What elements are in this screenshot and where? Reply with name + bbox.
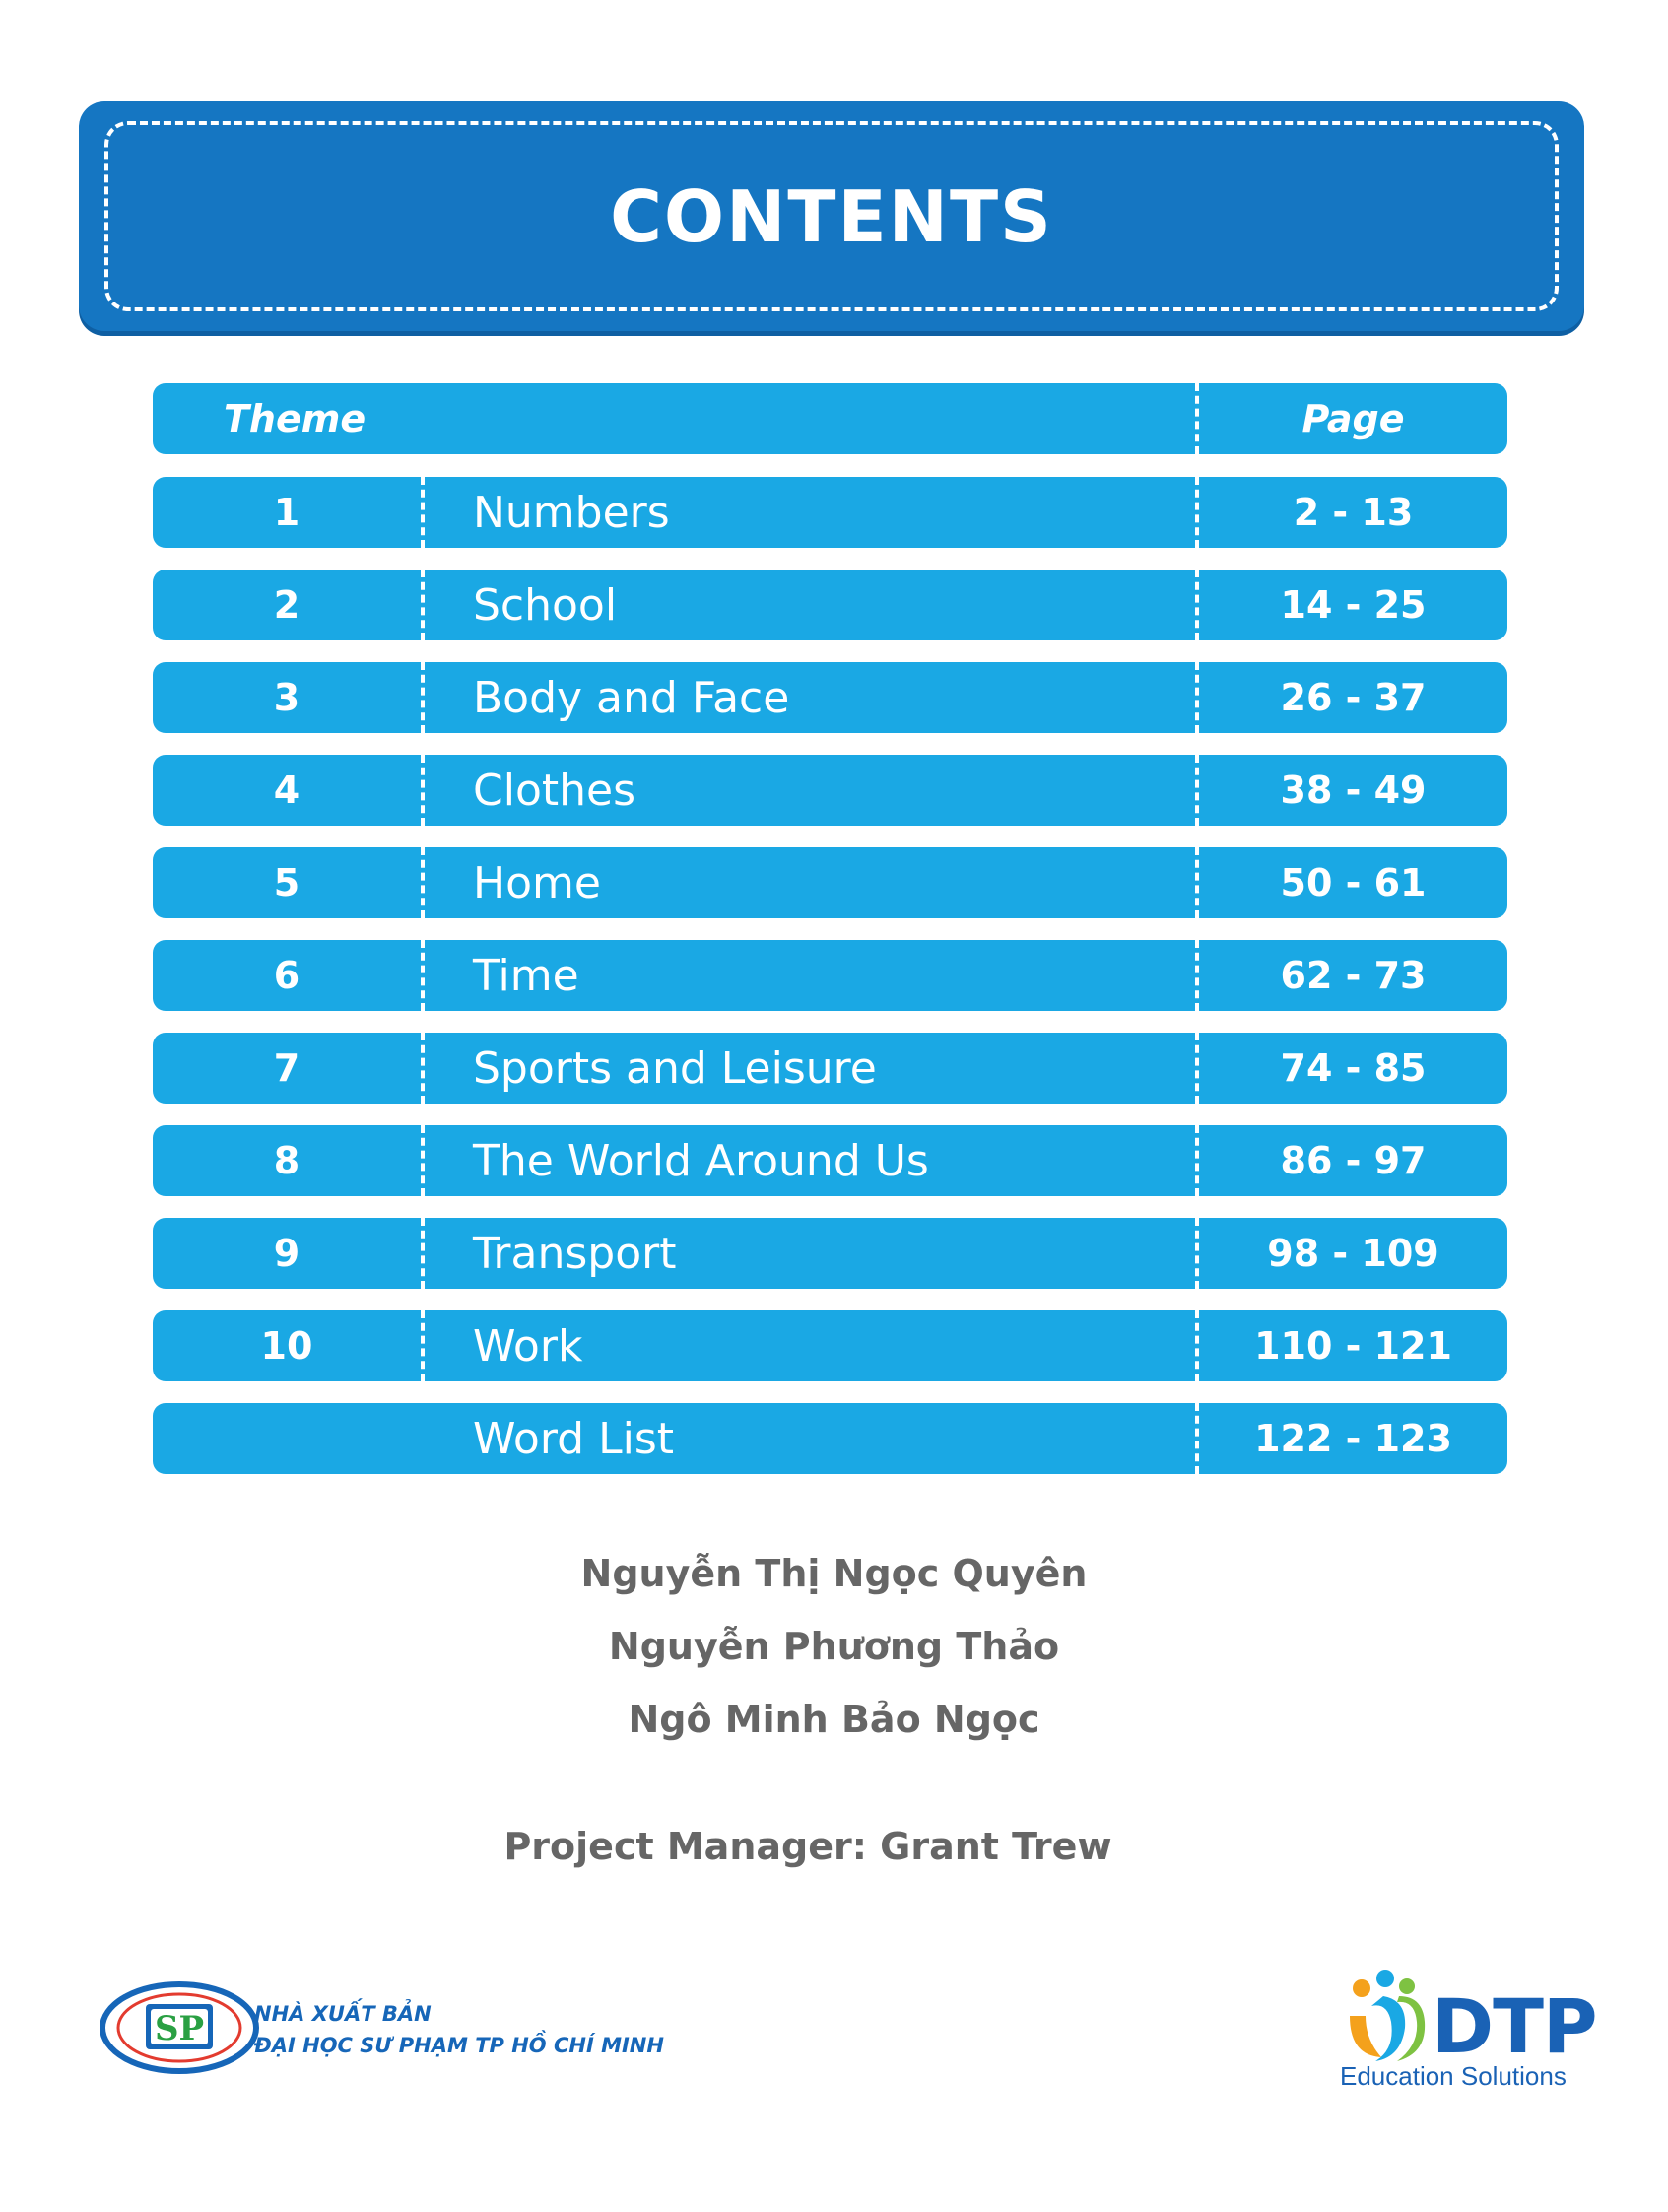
theme-number: 2	[273, 583, 300, 627]
table-header	[153, 383, 1507, 454]
column-divider	[421, 1125, 425, 1196]
table-row-word-list[interactable]	[153, 1403, 1507, 1474]
word-list-title: Word List	[473, 1413, 674, 1464]
publisher-logo-text: SP	[154, 2009, 205, 2048]
author-name: Ngô Minh Bảo Ngọc	[628, 1698, 1040, 1741]
theme-number: 10	[260, 1324, 313, 1368]
theme-pages: 110 - 121	[1254, 1324, 1452, 1368]
theme-number: 6	[273, 954, 300, 997]
table-row[interactable]	[153, 570, 1507, 640]
theme-number: 7	[273, 1046, 300, 1090]
theme-title: Work	[473, 1320, 583, 1372]
theme-title: Time	[473, 950, 579, 1001]
theme-pages: 2 - 13	[1293, 491, 1414, 534]
project-manager: Project Manager: Grant Trew	[503, 1825, 1112, 1868]
page-title: CONTENTS	[610, 174, 1053, 258]
column-divider	[421, 1310, 425, 1381]
table-row[interactable]	[153, 847, 1507, 918]
table-row[interactable]	[153, 1310, 1507, 1381]
column-divider	[421, 1218, 425, 1289]
column-divider	[421, 662, 425, 733]
dtp-tagline: Education Solutions	[1340, 2061, 1567, 2091]
theme-number: 5	[273, 861, 300, 905]
dtp-name: DTP	[1432, 1982, 1597, 2070]
publisher-name	[254, 1998, 664, 2061]
theme-pages: 62 - 73	[1280, 954, 1427, 997]
column-divider	[421, 477, 425, 548]
theme-title: Body and Face	[473, 672, 790, 723]
contents-banner	[79, 101, 1584, 331]
theme-title: Clothes	[473, 765, 635, 816]
table-row[interactable]	[153, 1125, 1507, 1196]
theme-title: Home	[473, 857, 601, 908]
publisher-line-2: ĐẠI HỌC SƯ PHẠM TP HỒ CHÍ MINH	[254, 2034, 664, 2057]
theme-number: 3	[273, 676, 300, 719]
theme-pages: 74 - 85	[1280, 1046, 1427, 1090]
header-page: Page	[1301, 397, 1405, 440]
theme-pages: 26 - 37	[1280, 676, 1427, 719]
theme-pages: 86 - 97	[1280, 1139, 1427, 1182]
theme-pages: 14 - 25	[1280, 583, 1427, 627]
theme-pages: 98 - 109	[1267, 1232, 1439, 1275]
author-name: Nguyễn Phương Thảo	[608, 1625, 1060, 1668]
theme-title: School	[473, 579, 618, 631]
theme-title: Transport	[473, 1228, 677, 1279]
table-row[interactable]	[153, 662, 1507, 733]
theme-number: 8	[273, 1139, 300, 1182]
publisher-line-1: NHÀ XUẤT BẢN	[254, 2002, 432, 2026]
theme-title: The World Around Us	[473, 1135, 929, 1186]
theme-pages: 38 - 49	[1280, 769, 1427, 812]
theme-title: Sports and Leisure	[473, 1042, 877, 1094]
table-row[interactable]	[153, 940, 1507, 1011]
theme-pages: 50 - 61	[1280, 861, 1427, 905]
column-divider	[421, 940, 425, 1011]
theme-number: 9	[273, 1232, 300, 1275]
table-row[interactable]	[153, 755, 1507, 826]
column-divider	[421, 1033, 425, 1104]
word-list-pages: 122 - 123	[1254, 1417, 1452, 1460]
theme-number: 1	[273, 491, 300, 534]
column-divider	[421, 570, 425, 640]
column-divider	[421, 755, 425, 826]
theme-number: 4	[273, 769, 300, 812]
theme-title: Numbers	[473, 487, 670, 538]
authors-block	[0, 1537, 1668, 1756]
author-name: Nguyễn Thị Ngọc Quyên	[580, 1552, 1088, 1595]
table-row[interactable]	[153, 477, 1507, 548]
column-divider	[421, 847, 425, 918]
header-theme: Theme	[224, 397, 367, 440]
table-row[interactable]	[153, 1033, 1507, 1104]
banner-dashed-frame	[104, 121, 1559, 311]
table-row[interactable]	[153, 1218, 1507, 1289]
